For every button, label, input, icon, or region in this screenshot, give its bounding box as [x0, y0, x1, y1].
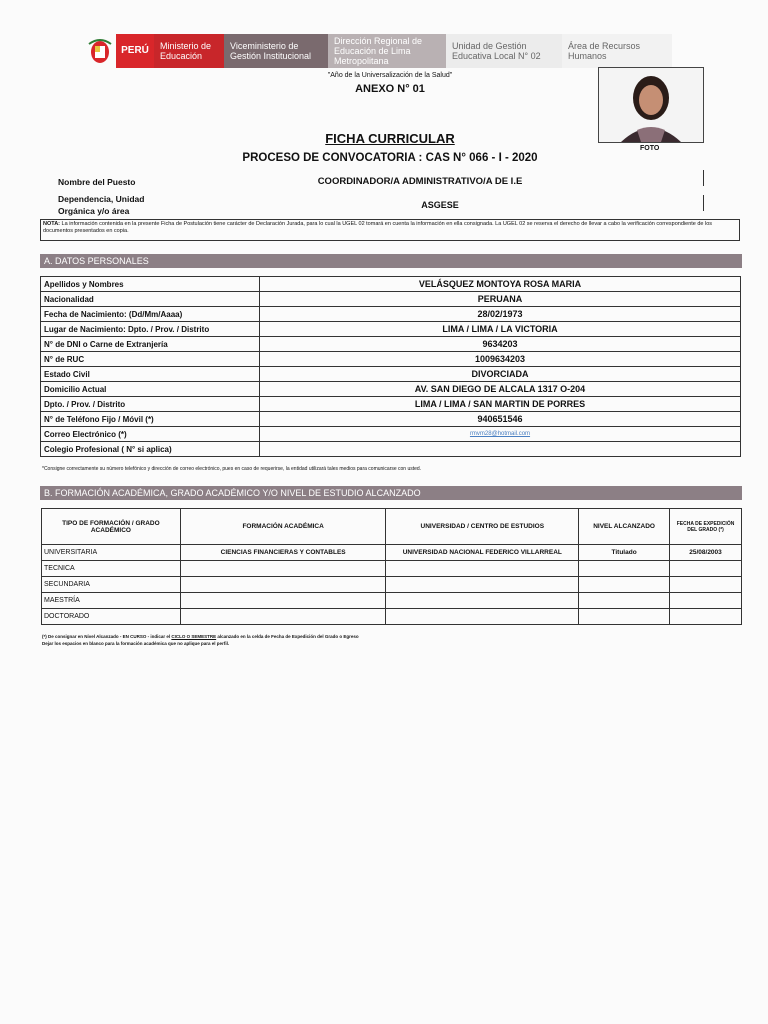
direccion-label: Dirección Regional de Educación de Lima Metropolitana [328, 34, 446, 68]
ministerio-label: Ministerio de Educación [154, 34, 224, 68]
section-b-note2: Dejar los espacios en blanco para la formación académica que no aplique para el perfil. [42, 641, 230, 646]
datos-row [41, 442, 741, 457]
formacion-cell: UNIVERSIDAD NACIONAL FEDERICO VILLARREAL [386, 545, 579, 561]
formacion-cell [579, 609, 670, 625]
viceministerio-label: Viceministerio de Gestión Institucional [224, 34, 328, 68]
datos-value [260, 442, 741, 457]
note1-suffix: alcanzado en la celda de Fecha de Expedición del Grado o Egreso [216, 634, 359, 639]
formacion-row [42, 577, 742, 593]
section-b-notes [42, 633, 359, 647]
formacion-row [42, 561, 742, 577]
formacion-row [42, 545, 742, 561]
dependencia-label-line2: Orgánica y/o área [58, 206, 130, 216]
formacion-cell [386, 609, 579, 625]
datos-value: LIMA / LIMA / SAN MARTIN DE PORRES [260, 397, 741, 412]
puesto-value: COORDINADOR/A ADMINISTRATIVO/A DE I.E [317, 176, 523, 187]
datos-row [41, 427, 741, 442]
dependencia-label-line1: Dependencia, Unidad [58, 194, 145, 204]
proceso-title: PROCESO DE CONVOCATORIA : CAS N° 066 - I - 2020 [242, 152, 538, 164]
datos-value: LIMA / LIMA / LA VICTORIA [260, 322, 741, 337]
peru-label: PERÚ [116, 34, 154, 68]
datos-row [41, 397, 741, 412]
datos-label: Lugar de Nacimiento: Dpto. / Prov. / Distrito [41, 322, 260, 337]
formacion-header: FORMACIÓN ACADÉMICA [180, 509, 386, 545]
datos-label: Nacionalidad [41, 292, 260, 307]
datos-row [41, 352, 741, 367]
nota-box [40, 219, 740, 241]
formacion-header: UNIVERSIDAD / CENTRO DE ESTUDIOS [386, 509, 579, 545]
datos-label: N° de DNI o Carne de Extranjería [41, 337, 260, 352]
datos-label: Fecha de Nacimiento: (Dd/Mm/Aaaa) [41, 307, 260, 322]
formacion-cell [180, 561, 386, 577]
formacion-row [42, 593, 742, 609]
datos-row [41, 337, 741, 352]
datos-value: 28/02/1973 [260, 307, 741, 322]
note1-underline: CICLO O SEMESTRE [171, 634, 217, 639]
formacion-cell: MAESTRÍA [42, 593, 181, 609]
header-banner [84, 34, 672, 68]
datos-value: 9634203 [260, 337, 741, 352]
formacion-cell [180, 593, 386, 609]
datos-label: N° de Teléfono Fijo / Móvil (*) [41, 412, 260, 427]
datos-label: Correo Electrónico (*) [41, 427, 260, 442]
section-a-title: A. DATOS PERSONALES [40, 254, 742, 268]
formacion-header: FECHA DE EXPEDICIÓN DEL GRADO (*) [670, 509, 742, 545]
section-b-title: B. FORMACIÓN ACADÉMICA, GRADO ACADÉMICO Y/O NIVEL DE ESTUDIO ALCANZADO [40, 486, 742, 500]
formacion-cell: DOCTORADO [42, 609, 181, 625]
formacion-cell [386, 561, 579, 577]
formacion-cell [180, 609, 386, 625]
datos-label: Estado Civil [41, 367, 260, 382]
ugel-label: Unidad de Gestión Educativa Local N° 02 [446, 34, 562, 68]
datos-row [41, 382, 741, 397]
formacion-cell [579, 561, 670, 577]
puesto-label: Nombre del Puesto [58, 177, 136, 187]
year-motto: "Año de la Universalización de la Salud" [327, 72, 453, 79]
formacion-header: NIVEL ALCANZADO [579, 509, 670, 545]
section-b-note1 [42, 633, 359, 640]
datos-value: DIVORCIADA [260, 367, 741, 382]
datos-value: 940651546 [260, 412, 741, 427]
area-label: Área de Recursos Humanos [562, 34, 672, 68]
datos-label: Dpto. / Prov. / Distrito [41, 397, 260, 412]
formacion-cell: Titulado [579, 545, 670, 561]
formacion-cell [386, 577, 579, 593]
formacion-header: TIPO DE FORMACIÓN / GRADO ACADÉMICO [42, 509, 181, 545]
formacion-cell: TECNICA [42, 561, 181, 577]
datos-row [41, 367, 741, 382]
datos-label: N° de RUC [41, 352, 260, 367]
anexo-label: ANEXO N° 01 [355, 83, 425, 95]
dependencia-label [58, 193, 144, 217]
formacion-cell [386, 593, 579, 609]
datos-row [41, 277, 741, 292]
formacion-cell [670, 609, 742, 625]
photo-label: FOTO [640, 145, 660, 152]
note1-prefix: (*) De consignar en Nivel Alcanzado - EN CURSO - indicar el [42, 634, 172, 639]
datos-row [41, 292, 741, 307]
datos-row [41, 307, 741, 322]
formacion-row [42, 609, 742, 625]
datos-label: Domicilio Actual [41, 382, 260, 397]
formacion-cell [579, 593, 670, 609]
datos-value: PERUANA [260, 292, 741, 307]
datos-row [41, 322, 741, 337]
formacion-cell [670, 561, 742, 577]
dependencia-value: ASGESE [421, 200, 459, 210]
ficha-title: FICHA CURRICULAR [325, 131, 455, 146]
datos-value: 1009634203 [260, 352, 741, 367]
person-photo-icon [599, 68, 703, 142]
formacion-cell: UNIVERSITARIA [42, 545, 181, 561]
divider [703, 170, 704, 186]
datos-row [41, 412, 741, 427]
divider [703, 195, 704, 211]
formacion-cell [180, 577, 386, 593]
datos-value: AV. SAN DIEGO DE ALCALA 1317 O-204 [260, 382, 741, 397]
datos-value: VELÁSQUEZ MONTOYA ROSA MARIA [260, 277, 741, 292]
nota-text: La información contenida en la presente Ficha de Postulación tiene carácter de Declaración Jurada, para lo cual la UGEL 02 tomará en cuenta la información en ella consignada. La UGEL 02 se reserva el derecho de llevar a cabo la verificación correspondiente de los documentos presentados en copia. [43, 221, 713, 234]
datos-personales-table [40, 276, 741, 457]
formacion-cell [670, 593, 742, 609]
datos-label: Colegio Profesional ( N° si aplica) [41, 442, 260, 457]
formacion-cell: CIENCIAS FINANCIERAS Y CONTABLES [180, 545, 386, 561]
email-link[interactable]: rmvm28@hotmail.com [260, 427, 741, 442]
applicant-photo [598, 67, 704, 143]
peru-seal-icon [84, 34, 116, 68]
formacion-cell [579, 577, 670, 593]
datos-label: Apellidos y Nombres [41, 277, 260, 292]
formacion-cell: SECUNDARIA [42, 577, 181, 593]
formacion-academica-table [41, 508, 742, 625]
formacion-cell: 25/08/2003 [670, 545, 742, 561]
section-a-footnote: *Consigne correctamente su número telefónico y dirección de correo electrónico, pues en caso de requerirse, la entidad utilizará tales medios para comunicarse con usted. [42, 466, 422, 472]
formacion-cell [670, 577, 742, 593]
nota-prefix: NOTA: [43, 221, 61, 227]
